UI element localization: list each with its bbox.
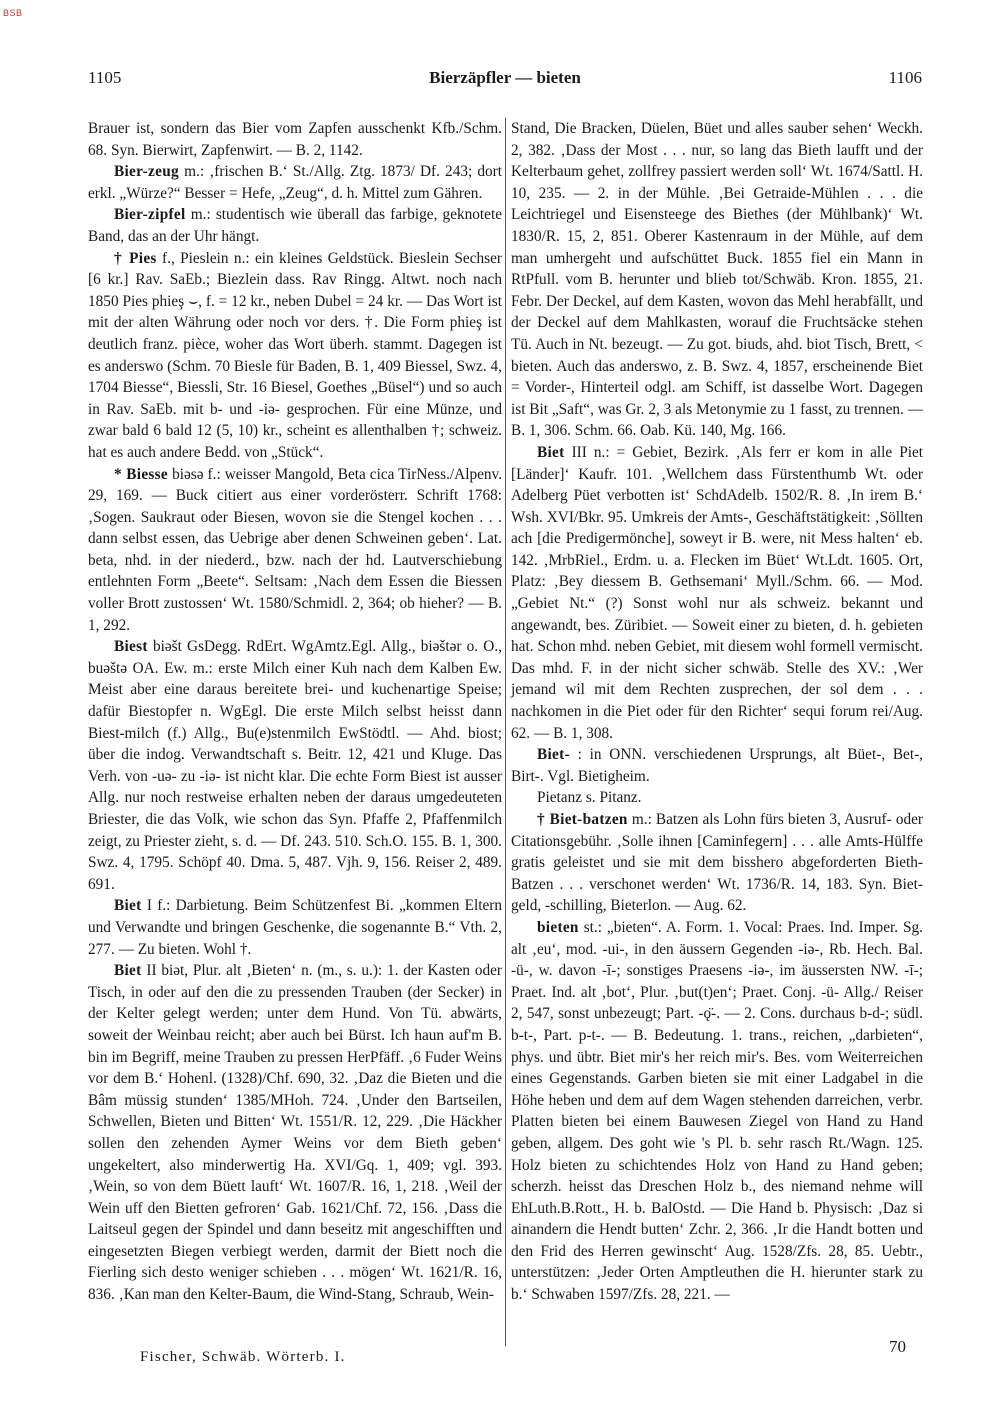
continued-text <box>511 118 923 442</box>
dictionary-entry <box>511 787 923 809</box>
entry-text: f., Pieslein n.: ein kleines Geldstück. Bieslein Sechser [6 kr.] Rav. SaEb.; Biezlein dass. Rav Ringg. Altwt. noch nach 1850 Pies phieş ⌣, f. = 12 kr., neben Dubel = 24 kr. — Das Wort ist mit der alten Währung oder noch vor ders. †. Die Form phieş ist deutlich franz. pièce, woher das Wort überh. stammt. Dagegen ist es anderswo (Schm. 70 Biesle für Baden, B. 1, 409 Biessel, Swz. 4, 1704 Biesse“, Biessli, Str. 16 Biesel, Goethes „Büsel“) und so auch in Rav. SaEb. mit b- und -iə- gesprochen. Für eine Münze, und zwar bald 6 bald 12 (5, 10) kr., scheint es allenthalben †; schweiz. hat es auch andere Bedd. von „Stück“. <box>88 249 502 461</box>
right-column <box>511 118 923 1306</box>
dictionary-entry <box>88 204 502 247</box>
dictionary-entry <box>511 744 923 787</box>
entry-text: I f.: Darbietung. Beim Schützenfest Bi. „kommen Eltern und Verwandte und bringen Geschenke, die sogenannte B.“ Vth. 2, 277. — Zu bieten. Wohl †. <box>88 897 502 958</box>
left-column <box>88 118 502 1306</box>
entry-text: Brauer ist, sondern das Bier vom Zapfen ausschenkt Kfb./Schm. 68. Syn. Bierwirt, Zapfenwirt. — B. 2, 1142. <box>88 120 502 159</box>
continued-text <box>88 118 502 161</box>
entry-headword: Biet- <box>537 746 570 764</box>
entry-headword: Biest <box>114 638 148 656</box>
dictionary-entry <box>88 248 502 464</box>
entry-headword: Biet <box>114 897 142 915</box>
entry-text: m.: studentisch wie überall das farbige, geknotete Band, das an der Uhr hängt. <box>88 206 503 245</box>
entry-headword: Biet <box>114 962 142 980</box>
entry-text: III n.: = Gebiet, Bezirk. ‚Als ferr er kom in alle Piet [Länder]‘ Kaufr. 101. ‚Wellchem dass Fürstenthumb Wt. oder Adelberg Püet verbotten ist‘ SchdAdelb. 1502/R. 8. ‚In irem B.‘ Wsh. XVI/Bkr. 95. Umkreis der Amts-, Geschäftstätigkeit: ‚Söllten ach [die Predigermönche], soweyt ir B. were, nit Mess halten‘ eb. 142. ‚MrbRiel., Erdm. u. a. Flecken im Büet‘ Wt.Ldt. 1605. Ort, Platz: ‚Bey diessem B. Gethsemani‘ Myll./Schm. 66. — Mod. „Gebiet Nt.“ (?) Sonst wohl nur als schweiz. bekannt und angewandt, bes. Züribiet. — Soweit einer zu bieten, d. h. gebieten hat. Schon mhd. neben Gebiet, mit diesem wohl formell vermischt. Das mhd. F. in der nicht sicher schwäb. Stelle des XV.: ‚Wer jemand wil mit dem Rechten zusprechen, der sol dem . . . nachkomen in die Piet oder für den Richter‘ sequi forum rei/Aug. 62. — B. 1, 308. <box>511 443 923 742</box>
entry-headword: * Biesse <box>114 465 169 483</box>
entry-text: m.: ‚frischen B.‘ St./Allg. Ztg. 1873/ Df. 243; dort erkl. „Würze?“ Besser = Hefe, „Zeug“, d. h. Mittel zum Gähren. <box>88 163 502 202</box>
dictionary-entry <box>511 809 923 917</box>
dictionary-entry <box>88 636 502 895</box>
entry-headword: † Pies <box>114 249 157 267</box>
library-stamp: BSB <box>3 8 23 18</box>
entry-text: biəsə f.: weisser Mangold, Beta cica TirNess./Alpenv. 29, 169. — Buck citiert aus einer vorderösterr. Schrift 1768: ‚Sogen. Saukraut oder Biesen, wovon sie die Stengel kochen . . . dann selbst essen, das Uebrige aber denen Schweinen geben‘. Lat. beta, nhd. in der niederd., bzw. nach der hd. Lautverschiebung entlehnten Form „Beete“. Seltsam: ‚Nach dem Essen die Biessen voller Brott zustossen‘ Wt. 1580/Schmidl. 2, 364; ob hieher? — B. 1, 292. <box>88 465 503 634</box>
entry-text: : in ONN. verschiedenen Ursprungs, alt Büet-, Bet-, Birt-. Vgl. Bietigheim. <box>511 746 924 785</box>
page-number-right: 1106 <box>888 68 922 87</box>
entry-text: st.: „bieten“. A. Form. 1. Vocal: Praes. Ind. Imper. Sg. alt ‚eu‘, mod. -ui-, in den äussern Gegenden -iə-, Rb. Hech. Bal. -ü-, w. davon -ī-; sonstiges Praesens -iə-, im äussersten NW. -ī-; Praet. Ind. alt ‚bot‘, Plur. ‚but(t)en‘; Praet. Conj. -ü- Allg./ Reiser 2, 547, sonst unbezeugt; Part. -ǫ̈-. — 2. Cons. durchaus b-d-; südl. b-t-, Part. p-t-. — B. Bedeutung. 1. trans., reichen, „darbieten“, phys. und übtr. Biet mir's her reich mir's. Bes. vom Weiterreichen eines Gegenstands. Garben bieten sie mit einer Ladgabel in die Höhe heben und dem auf dem Wagen stehenden darreichen, verbr. Platten bieten bei einem Bauwesen Ziegel von Hand zu Hand geben, allgem. Des goht wie 's Pl. b. sehr rasch Rt./Wagn. 125. Holz bieten zu schichtendes Holz von Hand zu Hand geben; scherzh. heisst das Dreschen Holz b., des niemand nehme will EhLuth.B.Rott., H. b. BalOstd. — Die Hand b. Physisch: ‚Daz si ainandern die Hendt butten‘ Zchr. 2, 366. ‚Ir die Handt botten und den Frid des Herren gewinscht‘ Aug. 1528/Zfs. 28, 85. Uebtr., unterstützen: ‚Jeder Orten Amptleuthen die H. hierunter stark zu b.‘ Schwaben 1597/Zfs. 28, 221. — <box>511 918 923 1304</box>
entry-headword: Bier-zeug <box>114 163 179 181</box>
entry-headword: † Biet-batzen <box>537 811 628 828</box>
page-title: Bierzäpfler — bieten <box>429 68 581 87</box>
entry-headword: Biet <box>537 443 565 461</box>
dictionary-entry <box>88 464 502 637</box>
entry-text: Stand, Die Bracken, Düelen, Büet und alles sauber sehen‘ Weckh. 2, 382. ‚Dass der Most . . . nur, so lang das Bieth laufft und der Kelterbaum gehet, zollfrey passiert werden soll‘ Wt. 1674/Sattl. H. 10, 235. — 2. in der Mühle. ‚Bei Getraide-Mühlen . . . die Leichtriegel und Eisensteege des Biethes (der Mühlbank)‘ Wt. 1830/R. 15, 2, 851. Oberer Kastenraum in der Mühle, auf dem man umhergeht und aufschüttet Buck. 1855 fiel ein Mann in RtPfull. vom B. herunter und blieb tot/Schwäb. Kron. 1855, 21. Febr. Der Deckel, auf dem Kasten, wovon das Mehl herabfällt, und der Deckel auf dem Mahlkasten, worauf die Fruchtsäcke stehen Tü. Auch in Nt. bezeugt. — Zu got. biuds, ahd. biot Tisch, Brett, < bieten. Auch das anderswo, z. B. Swz. 4, 1857, erscheinende Biet = Vorder-, Hinterteil odgl. am Schiff, ist dasselbe Wort. Dagegen ist Bit „Saft“, was Gr. 2, 3 als Metonymie zu 1 fasst, zu trennen. — B. 1, 306. Schm. 66. Oab. Kü. 140, Mg. 166. <box>511 120 923 440</box>
dictionary-entry <box>88 161 502 204</box>
dictionary-entry <box>88 960 502 1306</box>
dictionary-entry <box>511 917 923 1306</box>
page-number-left: 1105 <box>88 68 122 87</box>
dictionary-entry <box>511 442 923 744</box>
entry-text: Pietanz s. Pitanz. <box>537 789 642 807</box>
sheet-signature: 70 <box>889 1337 906 1356</box>
publisher-line: Fischer, Schwäb. Wörterb. I. <box>140 1349 346 1365</box>
entry-text: m.: Batzen als Lohn fürs bieten 3, Ausruf- oder Citationsgebühr. ‚Solle ihnen [Caminfegern] . . . alle Amts-Hülffe gratis geleistet und sie mit dem bisshero abgeforderten Bieth-Batzen . . . verschonet werden‘ Wt. 1736/R. 14, 183. Syn. Biet-geld, -schilling, Bieterlon. — Aug. 62. <box>511 811 924 915</box>
entry-text: biəšt GsDegg. RdErt. WgAmtz.Egl. Allg., biəštər o. O., buəštə OA. Ew. m.: erste Milch einer Kuh nach dem Kalben Ew. Meist aber eine daraus bereitete brei- und kuchenartige Speise; dafür Biestopfer n. WgEgl. Die erste Milch selbst heisst dann Biest-milch (f.) Allg., Bu(e)stenmilch EwStödtl. — Ahd. biost; über die indog. Verwandtschaft s. Beitr. 12, 421 und Kluge. Das Verh. von -uə- zu -iə- ist nicht klar. Die echte Form Biest ist ausser Allg. nur noch restweise erhalten neben der daraus umgedeuteten Briester, die das Volk, wie schon das Syn. Pfaffe 2, Pfaffenmilch zeigt, zu Priester zieht, s. d. — Df. 243. 510. Sch.O. 155. B. 1, 300. Swz. 4, 1795. Schöpf 40. Dma. 5, 487. Vjh. 9, 156. Reiser 2, 489. 691. <box>88 638 502 893</box>
dictionary-entry <box>88 895 502 960</box>
entry-headword: Bier-zipfel <box>114 206 186 224</box>
entry-headword: bieten <box>537 918 579 936</box>
entry-text: II biət, Plur. alt ‚Bieten‘ n. (m., s. u.): 1. der Kasten oder Tisch, in oder auf den die zu pressenden Trauben (der Secker) in der Kelter gelegt werden; unter dem Hund. Von Tü. abwärts, soweit der Weinbau reicht; aber auch bei Bürst. Ich haun auf'm B. bin im Begriff, meine Trauben zu pressen HerPfäff. ‚6 Fuder Weins vor dem B.‘ Hohenl. (1328)/Chf. 690, 32. ‚Daz die Bieten und die Bâm müssig stunden‘ 1385/MHoh. 724. ‚Under den Bartseilen, Schwellen, Bieten und Bitten‘ Wt. 1551/R. 12, 229. ‚Die Häckher sollen den zehenden Aymer Weins vor dem Bieth geben‘ ungekeltert, also minderwertig Ha. XVI/Gq. 1, 409; vgl. 393. ‚Wein, so von dem Büett lauft‘ Wt. 1607/R. 16, 1, 218. ‚Weil der Wein uff den Bietten gefroren‘ Gab. 1621/Chf. 72, 156. ‚Dass die Laitseul gegen der Spindel und dann beseitz mit angeschifften und eingesetzten Biegen verbiegt werden, darmit der Biett noch die Fierling sich desto weniger schieben . . . mögen‘ Wt. 1621/R. 16, 836. ‚Kan man den Kelter-Baum, die Wind-Stang, Schraub, Wein- <box>88 962 502 1304</box>
column-divider <box>505 118 506 1346</box>
page-header <box>88 68 922 92</box>
